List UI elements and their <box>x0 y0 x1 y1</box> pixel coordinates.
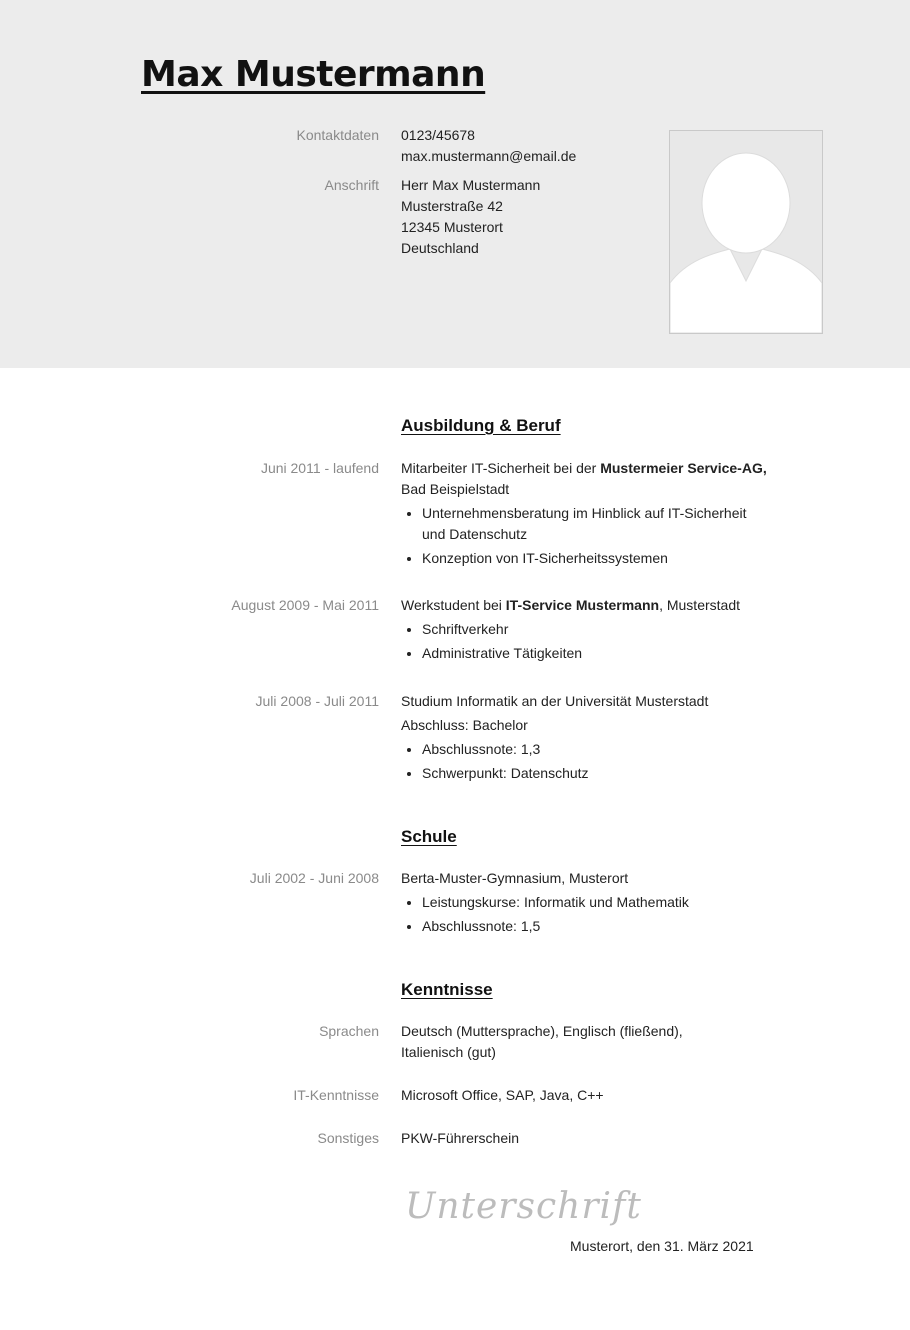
address-line: Herr Max Mustermann <box>401 177 541 193</box>
entry-text: Werkstudent bei <box>401 597 506 613</box>
address-values <box>401 175 540 259</box>
entry-description <box>401 458 771 500</box>
section-title-school: Schule <box>401 827 457 846</box>
entry-description: Studium Informatik an der Universität Musterstadt <box>401 693 709 709</box>
list-item: • Schwerpunkt: Datenschutz <box>422 763 771 784</box>
skill-label: Sprachen <box>319 1023 379 1039</box>
employer-name: Mustermeier Service-AG, <box>600 460 767 476</box>
cv-header <box>0 0 910 368</box>
person-placeholder-icon <box>670 131 822 333</box>
list-item: • Unternehmensberatung im Hinblick auf IT-Sicherheit und Datenschutz <box>422 503 771 545</box>
skill-row <box>0 1021 910 1063</box>
profile-photo <box>669 130 823 334</box>
contact-row <box>0 125 660 167</box>
employer-name: IT-Service Mustermann <box>505 597 660 613</box>
entry-bullets <box>401 503 771 569</box>
contact-values <box>401 125 576 167</box>
address-line: Deutschland <box>401 240 479 256</box>
entry-description <box>401 595 771 616</box>
entry-body <box>401 458 771 572</box>
cv-entry <box>0 691 910 787</box>
entry-text: Mitarbeiter IT-Sicherheit bei der <box>401 460 601 476</box>
list-item: • Administrative Tätigkeiten <box>422 643 771 664</box>
entry-date: Juli 2002 - Juni 2008 <box>249 870 379 886</box>
list-item: • Konzeption von IT-Sicherheitssystemen <box>422 548 771 569</box>
place-and-date: Musterort, den 31. März 2021 <box>570 1238 754 1254</box>
contact-block <box>0 125 660 259</box>
entry-bullets <box>401 892 771 937</box>
entry-bullets <box>401 619 771 664</box>
address-row <box>0 175 660 259</box>
skill-row <box>0 1085 910 1106</box>
skill-row <box>0 1128 910 1149</box>
section-title-education: Ausbildung & Beruf <box>401 416 561 435</box>
entry-date: Juli 2008 - Juli 2011 <box>255 693 379 709</box>
skill-value: Deutsch (Muttersprache), Englisch (fließend), Italienisch (gut) <box>401 1023 683 1060</box>
cv-entry <box>0 868 910 940</box>
skill-value: PKW-Führerschein <box>401 1130 520 1146</box>
email-address: max.mustermann@email.de <box>401 148 577 164</box>
cv-entry <box>0 458 910 572</box>
skill-label: Sonstiges <box>317 1130 379 1146</box>
entry-text: Bad Beispielstadt <box>401 481 510 497</box>
section-title-skills: Kenntnisse <box>401 980 493 999</box>
entry-body <box>401 868 771 940</box>
list-item: • Abschlussnote: 1,3 <box>422 739 771 760</box>
cv-entry <box>0 595 910 667</box>
signature-image: Unterschrift <box>405 1186 642 1227</box>
entry-text: , Musterstadt <box>659 597 740 613</box>
list-item: • Abschlussnote: 1,5 <box>422 916 771 937</box>
phone-number: 0123/45678 <box>401 127 475 143</box>
address-label: Anschrift <box>324 177 379 193</box>
list-item: • Leistungskurse: Informatik und Mathematik <box>422 892 771 913</box>
entry-bullets <box>401 739 771 784</box>
entry-date: August 2009 - Mai 2011 <box>231 597 379 613</box>
address-line: Musterstraße 42 <box>401 198 503 214</box>
entry-body <box>401 595 771 667</box>
entry-date: Juni 2011 - laufend <box>260 460 379 476</box>
address-line: 12345 Musterort <box>401 219 503 235</box>
applicant-name: Max Mustermann <box>141 54 486 95</box>
entry-subline: Abschluss: Bachelor <box>401 717 528 733</box>
entry-description: Berta-Muster-Gymnasium, Musterort <box>401 870 629 886</box>
skill-value: Microsoft Office, SAP, Java, C++ <box>401 1087 604 1103</box>
entry-body <box>401 691 771 787</box>
contact-label: Kontaktdaten <box>296 127 379 143</box>
list-item: • Schriftverkehr <box>422 619 771 640</box>
skill-label: IT-Kenntnisse <box>293 1087 379 1103</box>
